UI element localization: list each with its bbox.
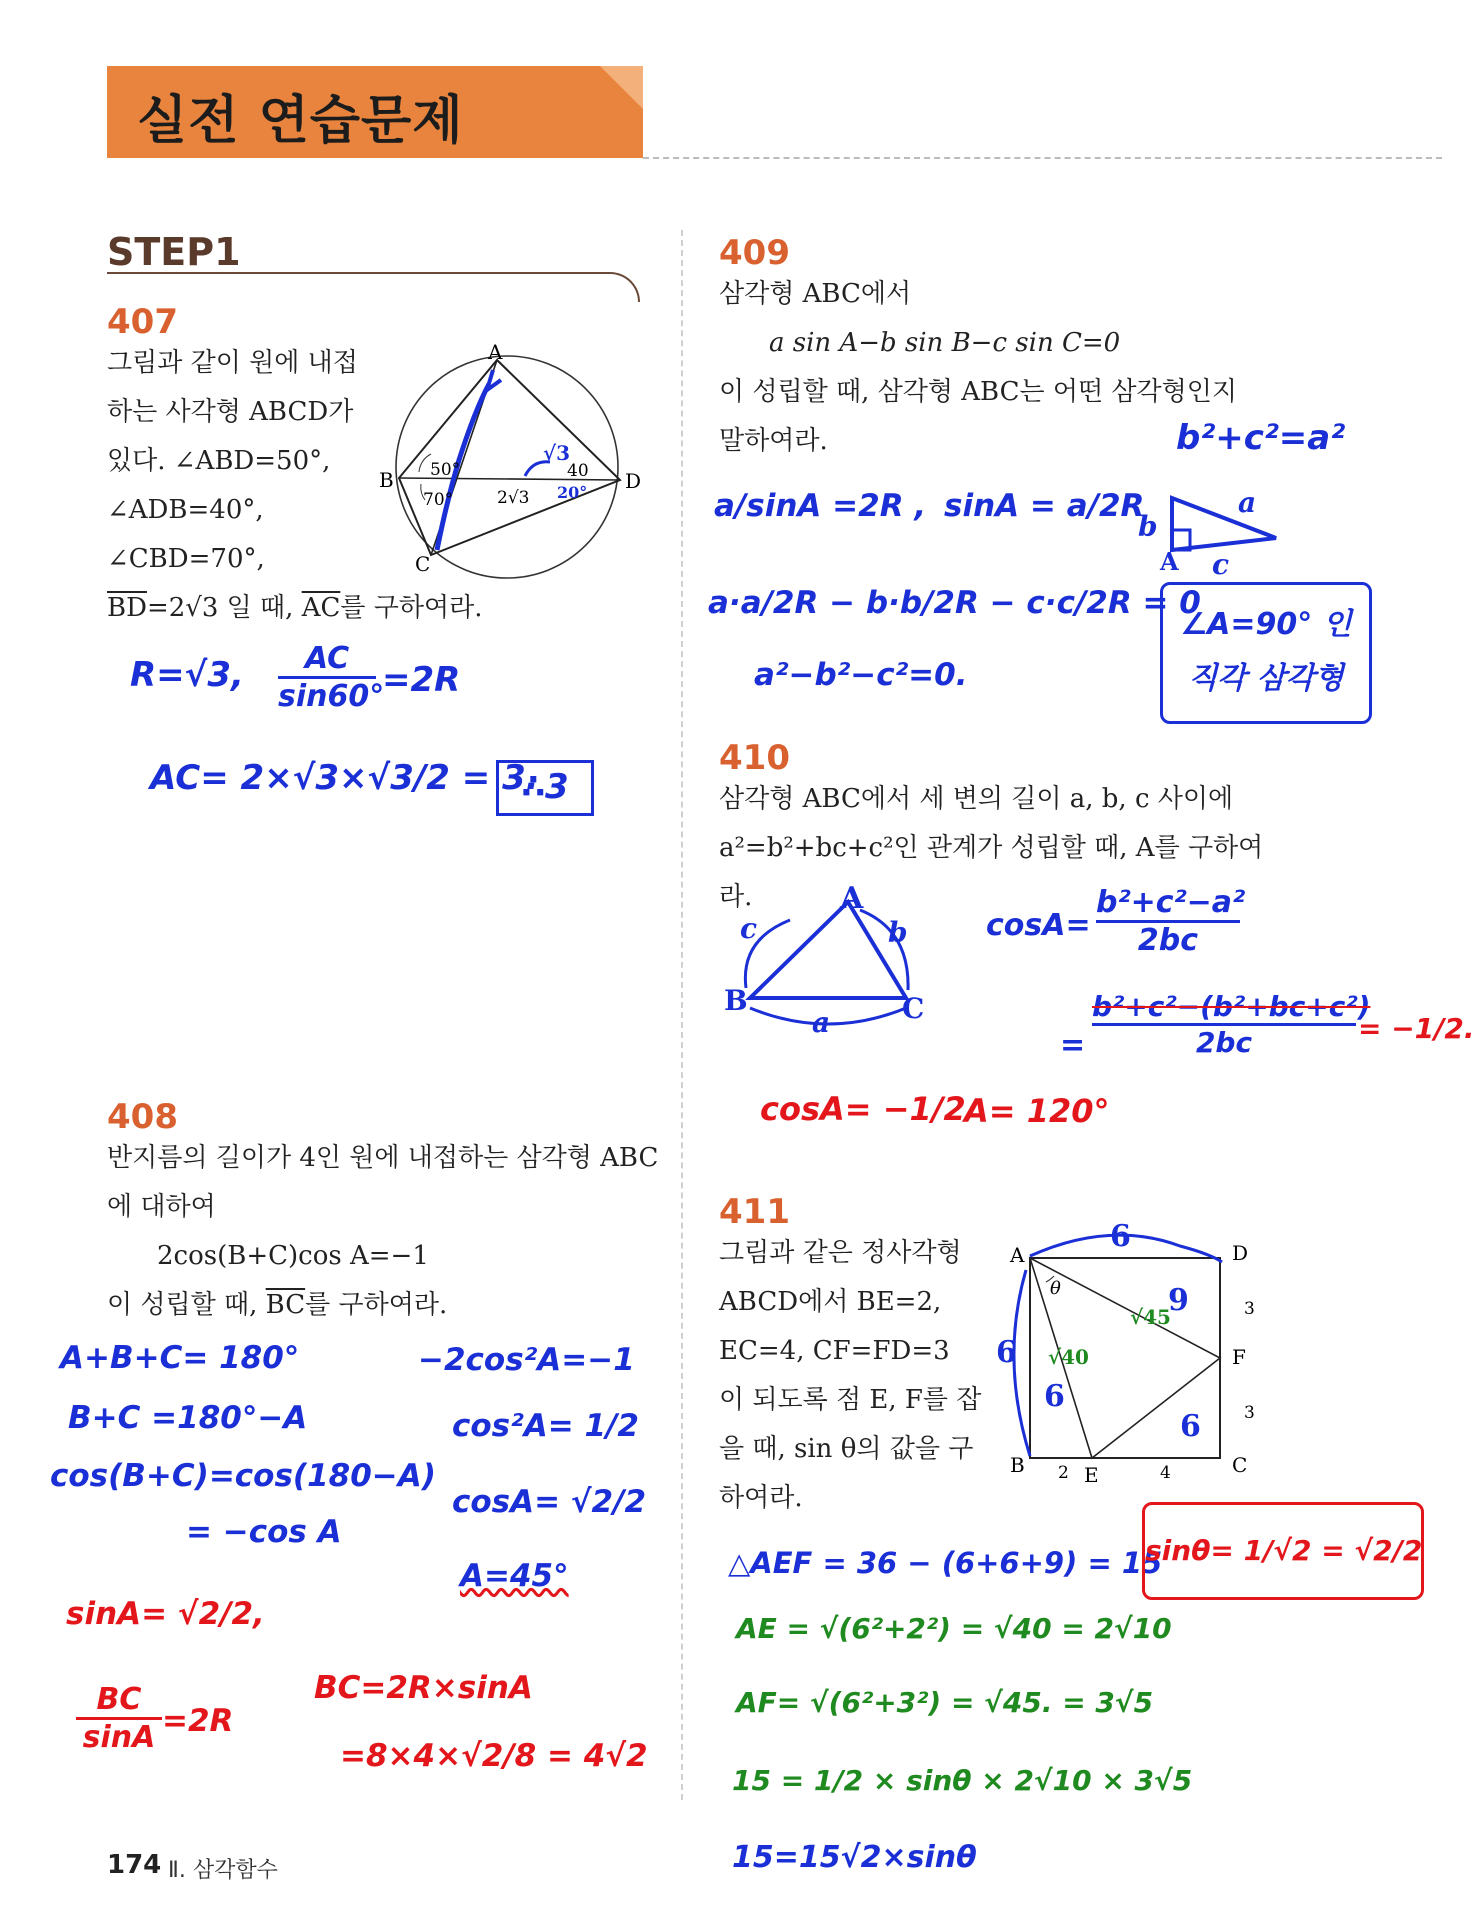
hw-408-sina: sinA= √2/2,	[66, 1596, 265, 1632]
problem-411-line: 하여라.	[719, 1483, 803, 1513]
hw-411-af: AF= √(6²+3²) = √45. = 3√5	[736, 1686, 1154, 1719]
problem-411-text	[719, 1229, 981, 1523]
angle-50: 50°	[430, 460, 461, 480]
hw-label-A: A	[1160, 547, 1179, 576]
column-divider	[681, 230, 683, 1800]
hw-triangle	[1172, 498, 1276, 550]
length-bd: 2√3	[497, 488, 530, 508]
problem-411-line: 을 때, sin θ의 값을 구	[719, 1434, 974, 1464]
hw-408-bc-1: BC=2R×sinA	[314, 1670, 533, 1706]
label-e: E	[1084, 1463, 1099, 1487]
hw-label-B: B	[724, 984, 748, 1017]
hw-label-C: C	[902, 992, 925, 1025]
length-cf: 3	[1244, 1403, 1255, 1423]
hw-root45: √45	[1130, 1305, 1171, 1329]
problem-408-line: 에 대하여	[107, 1192, 216, 1222]
hw-triangle	[750, 902, 906, 998]
hw-408-left-1: A+B+C= 180°	[60, 1340, 300, 1376]
page-title: 실전 연습문제	[137, 91, 464, 151]
problem-408-number: 408	[107, 1097, 178, 1137]
problem-409-text	[719, 270, 1237, 466]
hw-409-pythag: b²+c²=a²	[1176, 418, 1346, 458]
problem-408-text	[107, 1134, 658, 1330]
frac-num: BC	[96, 1682, 142, 1717]
label-a: A	[488, 340, 503, 364]
hw-411-final: 15=15√2×sinθ	[732, 1840, 977, 1875]
hw-409-box-1: ∠A=90° 인	[1180, 607, 1352, 642]
hw-root3: √3	[543, 441, 571, 465]
hw-408-right-2: cos²A= 1/2	[452, 1408, 639, 1444]
hw-label-b: b	[1138, 510, 1158, 543]
problem-407-line: 하는 사각형 ABCD가	[107, 397, 354, 427]
hw-407-eq: =2R	[382, 660, 461, 700]
segment-bc: $\overline{BC}$	[265, 1290, 306, 1320]
problem-411-line: 이 되도록 점 E, F를 잡	[719, 1385, 982, 1415]
figure-411	[990, 1210, 1266, 1500]
length-be: 2	[1058, 1463, 1069, 1483]
label-f: F	[1232, 1345, 1246, 1369]
hw-410-cosa: cosA= −1/2	[760, 1090, 966, 1128]
hw-angle-mark	[487, 370, 501, 390]
hw-410-triangle	[720, 880, 940, 1040]
step-rule	[107, 272, 640, 302]
hw-side-6-left: 6	[996, 1335, 1017, 1370]
hw-label-c: c	[740, 912, 758, 945]
hw-side-6-top: 6	[1110, 1219, 1131, 1254]
problem-410-number: 410	[719, 738, 790, 778]
label-b: B	[379, 468, 394, 492]
hw-label-A: A	[840, 881, 864, 916]
frac-num: b²+c²−(b²+bc+c²)	[1092, 990, 1371, 1023]
hw-408-left-3: cos(B+C)=cos(180−A)	[50, 1458, 436, 1494]
label-c: C	[1232, 1453, 1248, 1477]
hw-20deg: 20°	[557, 483, 588, 502]
problem-411-line: 그림과 같은 정사각형	[719, 1238, 962, 1268]
frac-den: 2bc	[1096, 920, 1240, 958]
label-c: C	[415, 552, 431, 576]
frac-den: sinA	[76, 1717, 162, 1755]
hw-root40: √40	[1048, 1345, 1089, 1369]
hw-408-frac-eq: =2R	[162, 1703, 234, 1739]
label-a: A	[1010, 1243, 1025, 1267]
label-b: B	[1010, 1453, 1025, 1477]
page-number: 174	[107, 1850, 162, 1880]
problem-407-line	[107, 584, 482, 633]
hw-410-frac-1	[1096, 885, 1246, 958]
text: 이 성립할 때,	[107, 1290, 266, 1320]
segment-ac: $\overline{AC}$	[301, 593, 341, 623]
hw-label-a: a	[812, 1006, 831, 1039]
problem-410-line: a²=b²+bc+c²인 관계가 성립할 때, A를 구하여	[719, 833, 1264, 863]
problem-410-line: 삼각형 ABC에서 세 변의 길이 a, b, c 사이에	[719, 784, 1234, 814]
hw-407-frac	[278, 641, 385, 714]
problem-408-line: 반지름의 길이가 4인 원에 내접하는 삼각형 ABC	[107, 1143, 659, 1173]
frac-den: sin60°	[278, 676, 376, 714]
hw-410-answer: A= 120°	[964, 1092, 1110, 1130]
hw-410-frac-2	[1092, 990, 1371, 1059]
step-label: STEP1	[107, 230, 241, 274]
chapter-label: Ⅱ. 삼각함수	[168, 1858, 278, 1883]
angle-40: 40	[567, 461, 589, 481]
segment-bd: $\overline{BD}$	[107, 593, 147, 623]
text: 를 구하여라.	[305, 1290, 448, 1320]
hw-409-triangle	[1130, 478, 1290, 581]
frac-den: 2bc	[1092, 1023, 1356, 1059]
frac-num: b²+c²−a²	[1096, 885, 1246, 920]
hw-408-right-4: A=45°	[460, 1558, 569, 1594]
hw-408-left-2: B+C =180°−A	[68, 1400, 308, 1436]
label-d: D	[625, 469, 642, 493]
problem-409-number: 409	[719, 233, 790, 273]
problem-407-number: 407	[107, 302, 178, 342]
problem-407-line: ∠ADB=40°,	[107, 495, 264, 525]
hw-side-6-inner: 6	[1044, 1379, 1065, 1414]
figure-407	[379, 340, 655, 590]
hw-407-ac: AC= 2×√3×√3/2 = 3.	[150, 758, 539, 798]
hw-407-answer-box: ∴3	[496, 760, 594, 816]
problem-407-line: ∠CBD=70°,	[107, 544, 265, 574]
hw-409-l1b: sinA = a/2R	[944, 488, 1145, 524]
angle-70: 70°	[423, 490, 454, 510]
hw-label-b: b	[888, 916, 908, 949]
problem-408-line	[107, 1281, 658, 1330]
hw-411-area-eq: 15 = 1/2 × sinθ × 2√10 × 3√5	[732, 1764, 1193, 1797]
hw-411-ae: AE = √(6²+2²) = √40 = 2√10	[736, 1612, 1172, 1645]
hw-side-6-right: 6	[1180, 1409, 1201, 1444]
hw-409-l2: a·a/2R − b·b/2R − c·c/2R = 0	[708, 585, 1201, 621]
text: 를 구하여라.	[340, 593, 483, 623]
text: =2√3 일 때,	[146, 593, 302, 623]
problem-407-line: 그림과 같이 원에 내접	[107, 348, 358, 378]
hw-9: 9	[1168, 1283, 1189, 1318]
hw-408-right-3: cosA= √2/2	[452, 1484, 647, 1520]
problem-411-line: ABCD에서 BE=2,	[719, 1287, 942, 1317]
problem-411-line: EC=4, CF=FD=3	[719, 1336, 950, 1366]
problem-409-line: 이 성립할 때, 삼각형 ABC는 어떤 삼각형인지	[719, 377, 1237, 407]
banner-fold	[600, 66, 643, 109]
hw-408-frac	[76, 1682, 162, 1755]
label-d: D	[1232, 1241, 1249, 1265]
hw-label-a: a	[1238, 486, 1257, 519]
problem-409-equation: a sin A−b sin B−c sin C=0	[769, 328, 1121, 358]
hw-409-box-2: 직각 삼각형	[1188, 661, 1344, 696]
hw-408-right-1: −2cos²A=−1	[418, 1342, 635, 1378]
label-theta: θ	[1050, 1278, 1061, 1299]
problem-411-number: 411	[719, 1192, 790, 1232]
hw-411-area: △AEF = 36 − (6+6+9) = 15	[728, 1546, 1163, 1580]
problem-409-line: 삼각형 ABC에서	[719, 279, 912, 309]
hw-label-c: c	[1212, 548, 1230, 581]
frac-num: AC	[304, 641, 350, 676]
header-dotted-line	[643, 157, 1442, 159]
hw-411-answer-box: sinθ= 1/√2 = √2/2	[1142, 1502, 1424, 1600]
problem-407-line: 있다. ∠ABD=50°,	[107, 446, 331, 476]
problem-408-equation: 2cos(B+C)cos A=−1	[157, 1241, 429, 1271]
hw-408-bc-2: =8×4×√2/8 = 4√2	[340, 1738, 648, 1774]
length-ec: 4	[1160, 1463, 1171, 1483]
hw-409-l1a: a/sinA =2R ,	[714, 488, 927, 524]
hw-410-result: = −1/2.	[1358, 1012, 1475, 1045]
hw-409-answer-box	[1160, 582, 1372, 724]
hw-410-eq-sign: =	[1060, 1028, 1086, 1063]
hw-410-cos-label: cosA=	[986, 908, 1091, 943]
hw-407-r: R=√3,	[130, 655, 244, 695]
hw-409-l3: a²−b²−c²=0.	[754, 657, 968, 693]
hw-408-left-4: = −cos A	[186, 1514, 342, 1550]
problem-409-line: 말하여라.	[719, 426, 828, 456]
length-fd: 3	[1244, 1299, 1255, 1319]
problem-410-line: 라.	[719, 882, 753, 912]
